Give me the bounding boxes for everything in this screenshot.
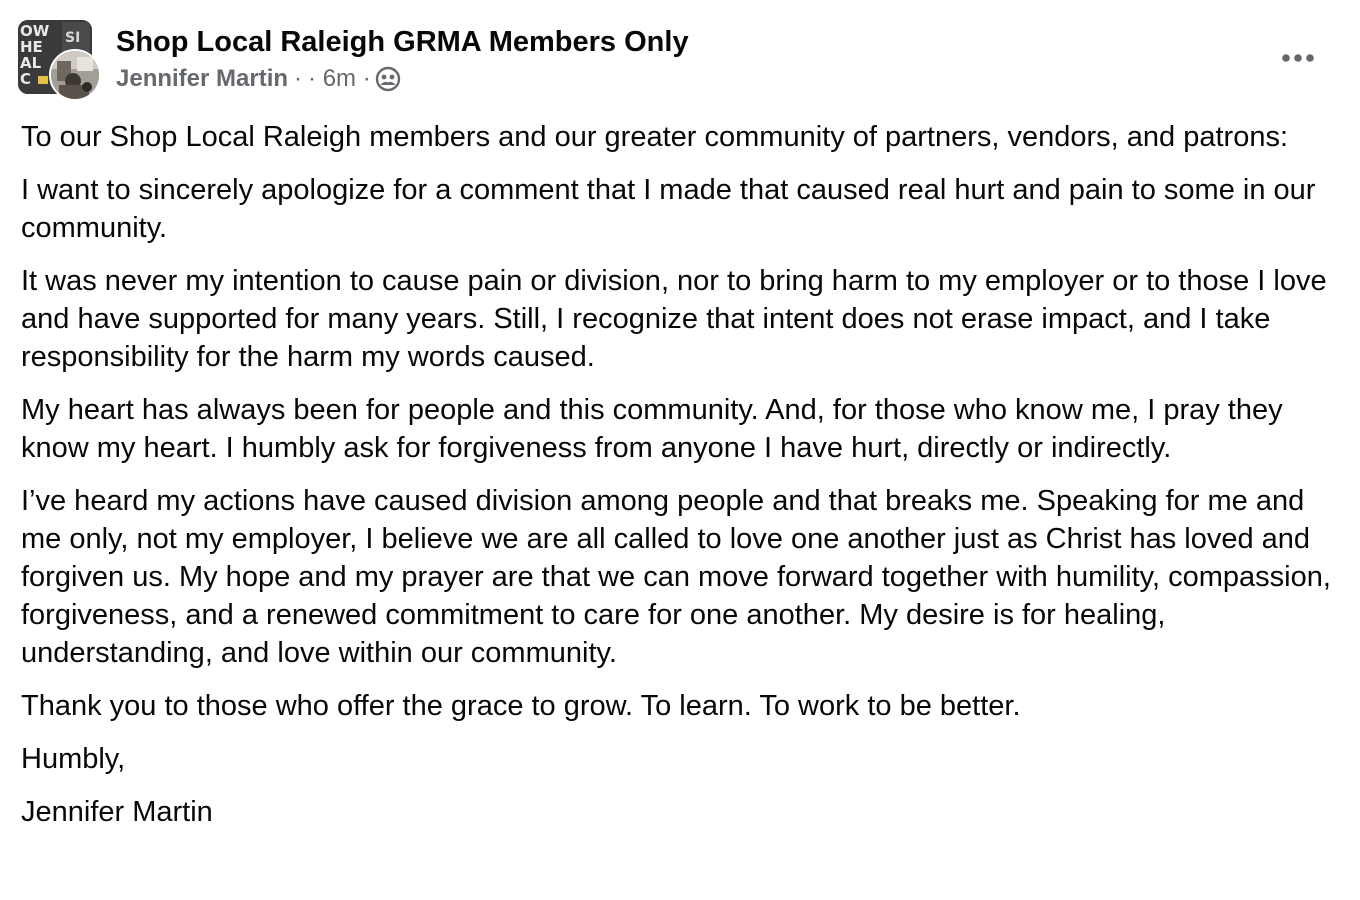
- post-paragraph: My heart has always been for people and this community. And, for those who know me, I pray they know my heart. I humbly ask for forgiveness from anyone I have hurt, directly or indirectly.: [21, 394, 1283, 464]
- group-audience-icon[interactable]: [375, 66, 401, 92]
- post-body: [21, 118, 1341, 846]
- post-paragraph: Humbly,: [21, 743, 126, 775]
- meta-separator: ·: [294, 65, 303, 92]
- cursor-fragment-icon: [1286, 894, 1300, 900]
- group-name-link[interactable]: Shop Local Raleigh GRMA Members Only: [116, 26, 689, 58]
- post-header-text: [116, 20, 689, 94]
- post-paragraph: I want to sincerely apologize for a comment that I made that caused real hurt and pain to some in our community.: [21, 174, 1316, 244]
- avatar-stack[interactable]: [18, 20, 100, 102]
- post-paragraph: To our Shop Local Raleigh members and our greater community of partners, vendors, and patrons:: [21, 121, 1289, 153]
- svg-text:SI: SI: [65, 30, 81, 46]
- post-paragraph: I’ve heard my actions have caused division among people and that breaks me. Speaking for me and me only, not my employer, I believe we are all called to love one another just as Christ has loved and forgiven us. My hope and my prayer are that we can move forward together with humility, compassion, forgiveness, and a renewed commitment to care for one another. My desire is for healing, understanding, and love within our community.: [21, 485, 1331, 669]
- post-paragraph: It was never my intention to cause pain or division, nor to bring harm to my employer or to those I love and have supported for many years. Still, I recognize that intent does not erase impact, and I take responsibility for the harm my words caused.: [21, 265, 1327, 373]
- post-signature: Jennifer Martin: [21, 796, 213, 828]
- more-options-icon: [1281, 53, 1315, 63]
- post-paragraph: Thank you to those who offer the grace to grow. To learn. To work to be better.: [21, 690, 1021, 722]
- post-meta: [116, 64, 689, 94]
- group-avatar-text-3: AL: [20, 54, 42, 72]
- post-header: [18, 20, 689, 102]
- post-timestamp-link[interactable]: · 6m ·: [308, 65, 371, 92]
- group-avatar-text-2: HE: [20, 38, 43, 56]
- group-avatar-text-1: OW: [20, 22, 50, 40]
- user-avatar[interactable]: [49, 49, 101, 101]
- group-avatar-text-4: C: [20, 70, 32, 88]
- more-options-button[interactable]: [1276, 36, 1320, 80]
- author-name-link[interactable]: Jennifer Martin: [116, 65, 289, 92]
